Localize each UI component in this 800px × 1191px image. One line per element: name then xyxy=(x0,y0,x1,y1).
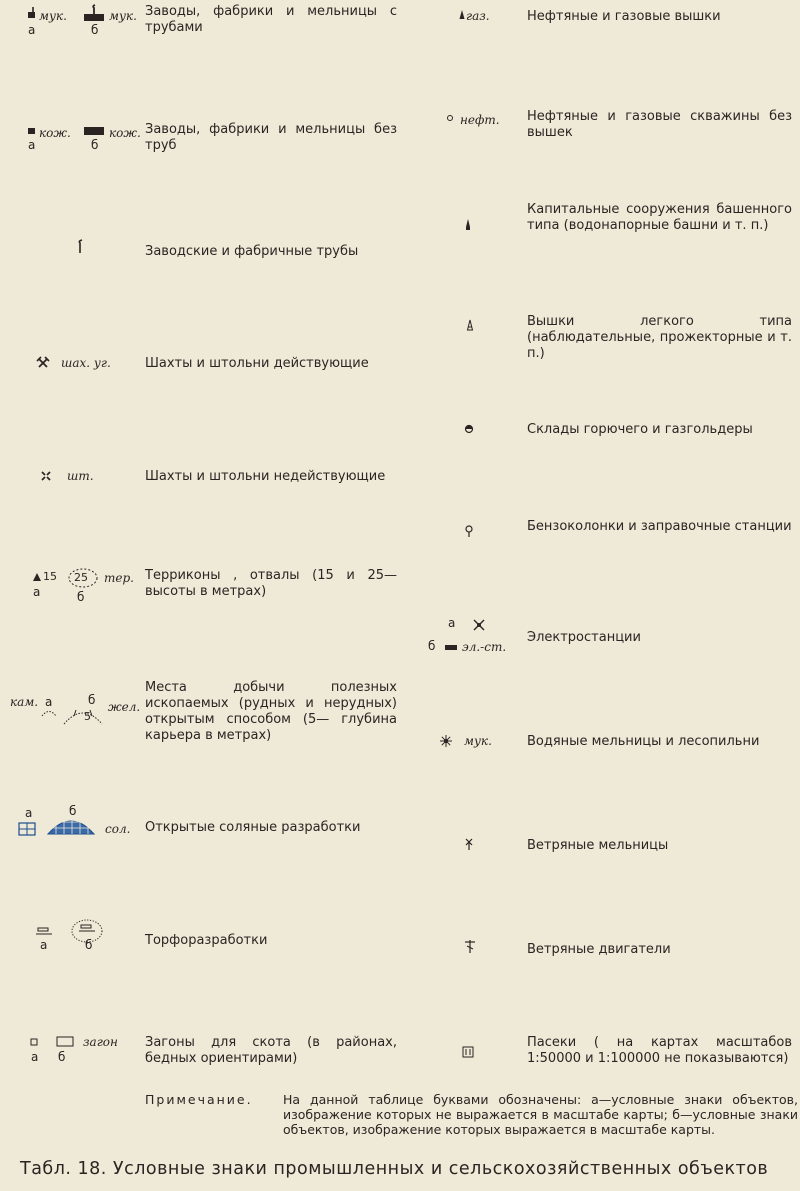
entry-description: Терриконы , отвалы (15 и 25—высоты в метрах) xyxy=(145,568,397,599)
entry-description: Заводы, фабрики и мельницы с трубами xyxy=(145,4,397,35)
salt-grid-scaled-icon xyxy=(46,814,96,836)
salt-works-symbol xyxy=(18,804,143,856)
entry-description: Электростанции xyxy=(527,630,641,645)
letter-b: б xyxy=(77,590,85,604)
chimney-symbol xyxy=(74,244,94,262)
wind-engine-symbol xyxy=(464,942,476,960)
open-pit-icon xyxy=(40,706,58,724)
light-tower-icon xyxy=(466,319,474,333)
symbol-label: газ. xyxy=(466,9,490,23)
pen-icon xyxy=(30,1038,40,1048)
letter-a: а xyxy=(28,23,36,37)
entry-description: Нефтяные и газовые скважины без вышек xyxy=(527,109,792,140)
symbol-label: загон xyxy=(83,1035,118,1049)
entry-description: Капитальные сооружения башенного типа (водонапорные башни и т. п.) xyxy=(527,202,792,233)
symbol-label: мук. xyxy=(464,734,492,748)
symbol-label: жел. xyxy=(108,700,141,714)
entry-description: Шахты и штольни недействующие xyxy=(145,469,386,484)
tower-symbol xyxy=(464,202,476,222)
letter-a: а xyxy=(45,695,53,709)
letter-b: б xyxy=(69,804,77,818)
letter-a: а xyxy=(40,938,48,952)
letter-a: а xyxy=(25,806,33,820)
power-station-symbol xyxy=(428,616,528,666)
entry-description: Вышки легкого типа (наблюдательные, прожекторные и т. п.) xyxy=(527,314,792,361)
peat-works-symbol xyxy=(36,933,106,969)
height-value: 25 xyxy=(74,571,88,584)
letter-a: а xyxy=(33,585,41,599)
symbol-label: шт. xyxy=(67,469,94,483)
water-tower-icon xyxy=(464,218,472,232)
windmill-icon xyxy=(464,837,474,851)
fuel-pump-icon xyxy=(464,525,474,539)
fuel-depot-symbol xyxy=(464,422,476,436)
symbol-label: мук. xyxy=(39,9,67,23)
pen-scaled-icon xyxy=(56,1036,76,1048)
factory-chimney-scaled-icon xyxy=(83,4,105,22)
water-wheel-icon xyxy=(440,735,452,747)
entry-description: Бензоколонки и заправочные станции xyxy=(527,519,792,534)
spoil-heap-symbol xyxy=(32,568,142,604)
triangle-icon xyxy=(32,572,42,582)
peat-icon xyxy=(36,927,52,937)
entry-description: Торфоразработки xyxy=(145,933,268,948)
symbol-label: сол. xyxy=(105,822,131,836)
symbol-label: шах. уг. xyxy=(61,356,111,370)
letter-b: б xyxy=(58,1050,66,1064)
crossed-hammers-icon xyxy=(37,357,49,369)
factory-symbol xyxy=(27,122,145,154)
cattle-pen-symbol xyxy=(30,1035,145,1071)
letter-a: а xyxy=(28,138,36,152)
oil-rig-symbol xyxy=(458,9,518,27)
symbol-label: кам. xyxy=(10,695,39,709)
chimney-icon xyxy=(74,239,86,255)
factory-chimney-icon xyxy=(27,6,39,20)
mine-inactive-symbol xyxy=(40,469,110,487)
symbol-label: тер. xyxy=(104,571,134,585)
entry-description: Открытые соляные разработки xyxy=(145,820,361,835)
letter-b: б xyxy=(91,23,99,37)
entry-description: Ветряные мельницы xyxy=(527,838,669,853)
gas-holder-icon xyxy=(464,424,474,434)
letter-b: б xyxy=(428,639,436,653)
mine-active-symbol xyxy=(37,356,142,374)
derrick-icon xyxy=(458,9,466,21)
open-pit-scaled-icon xyxy=(62,702,104,726)
letter-b: б xyxy=(91,138,99,152)
note-text: На данной таблице буквами обозначены: а—условные знаки объектов, изображение которых не выражается в масштабе карты; б—условные знаки объектов, изображение которых выражается в масштабе карты. xyxy=(283,1092,798,1137)
entry-description: Пасеки ( на картах масштабов 1:50000 и 1:100000 не показываются) xyxy=(527,1035,792,1066)
entry-description: Загоны для скота (в районах, бедных ориентирами) xyxy=(145,1035,397,1066)
entry-description: Места добычи полезных ископаемых (рудных и нерудных) открытым способом (5— глубина карьера в метрах) xyxy=(145,680,397,743)
note-label: Примечание. xyxy=(145,1092,253,1107)
salt-grid-icon xyxy=(18,822,36,836)
light-tower-symbol xyxy=(466,314,478,334)
entry-description: Водяные мельницы и лесопильни xyxy=(527,734,760,749)
symbol-label: кож. xyxy=(39,126,71,140)
table-caption: Табл. 18. Условные знаки промышленных и сельскохозяйственных объектов xyxy=(20,1159,769,1179)
oil-well-symbol xyxy=(446,109,526,127)
symbol-label: мук. xyxy=(109,9,137,23)
factory-icon xyxy=(27,126,37,136)
wind-engine-icon xyxy=(464,940,476,954)
entry-description: Заводы, фабрики и мельницы без труб xyxy=(145,122,397,153)
factory-chimney-symbol xyxy=(27,4,145,36)
factory-scaled-icon xyxy=(83,125,105,137)
letter-b: б xyxy=(88,693,96,707)
entry-description: Заводские и фабричные трубы xyxy=(145,244,359,259)
apiary-symbol xyxy=(462,1035,476,1055)
crossed-hammers-broken-icon xyxy=(40,470,52,482)
water-mill-symbol xyxy=(440,734,525,752)
height-value: 15 xyxy=(43,570,57,583)
power-station-icon xyxy=(472,618,486,632)
windmill-symbol xyxy=(464,838,476,856)
symbol-label: нефт. xyxy=(460,113,500,127)
letter-a: а xyxy=(31,1050,39,1064)
petrol-station-symbol xyxy=(464,519,476,539)
symbol-label: кож. xyxy=(109,126,141,140)
depth-value: 5 xyxy=(84,710,91,723)
entry-description: Нефтяные и газовые вышки xyxy=(527,9,721,24)
entry-description: Ветряные двигатели xyxy=(527,942,671,957)
power-station-scaled-icon xyxy=(444,644,458,652)
entry-description: Склады горючего и газгольдеры xyxy=(527,422,753,437)
letter-b: б xyxy=(85,938,93,952)
symbol-label: эл.-ст. xyxy=(462,640,507,654)
beehive-icon xyxy=(462,1046,474,1058)
entry-description: Шахты и штольни действующие xyxy=(145,356,369,371)
open-pit-symbol xyxy=(10,680,145,724)
letter-a: а xyxy=(448,616,456,630)
well-icon xyxy=(446,114,454,122)
